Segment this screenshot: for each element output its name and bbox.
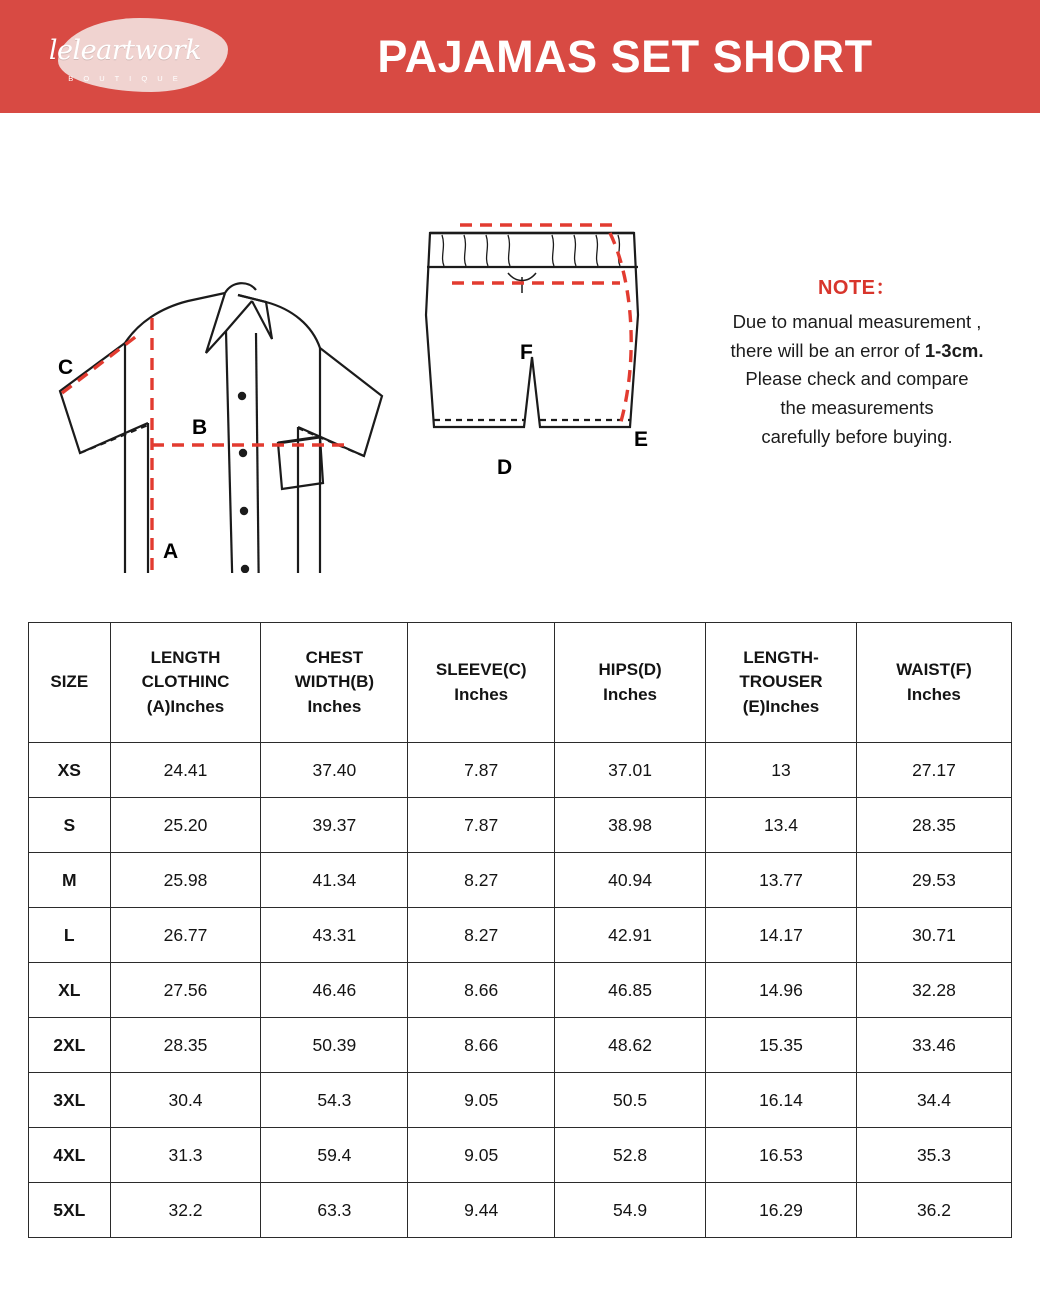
cell-trouser: 13.77 [706, 853, 857, 908]
garment-diagram [20, 153, 720, 573]
cell-waist: 32.28 [856, 963, 1011, 1018]
cell-size: 2XL [29, 1018, 111, 1073]
cell-sleeve: 7.87 [408, 743, 555, 798]
cell-length: 25.98 [110, 853, 261, 908]
column-header-chest-width: CHEST WIDTH(B) Inches [261, 623, 408, 743]
note-line-4: the measurements [780, 397, 934, 419]
cell-size: 3XL [29, 1073, 111, 1128]
cell-hips: 48.62 [555, 1018, 706, 1073]
cell-length: 31.3 [110, 1128, 261, 1183]
cell-hips: 37.01 [555, 743, 706, 798]
shirt-outline [60, 283, 382, 573]
cell-hips: 42.91 [555, 908, 706, 963]
brand-tagline: B O U T I Q U E [68, 73, 182, 83]
cell-length: 27.56 [110, 963, 261, 1018]
table-row [29, 853, 1012, 908]
cell-length: 30.4 [110, 1073, 261, 1128]
cell-hips: 54.9 [555, 1183, 706, 1238]
table-row [29, 743, 1012, 798]
cell-waist: 34.4 [856, 1073, 1011, 1128]
size-chart-table-wrap [28, 622, 1012, 1238]
illustration-area [0, 113, 1040, 603]
note-title: NOTE： [817, 277, 897, 299]
cell-sleeve: 8.27 [408, 853, 555, 908]
shirt-measure-lines [62, 318, 350, 573]
cell-hips: 52.8 [555, 1128, 706, 1183]
shorts-measure-lines [452, 225, 631, 425]
cell-hips: 38.98 [555, 798, 706, 853]
cell-trouser: 14.96 [706, 963, 857, 1018]
cell-length: 26.77 [110, 908, 261, 963]
page-title: PAJAMAS SET SHORT [377, 30, 873, 82]
note-block [692, 273, 1022, 451]
cell-trouser: 15.35 [706, 1018, 857, 1073]
note-line-1: Due to manual measurement , [732, 311, 982, 332]
cell-waist: 33.46 [856, 1018, 1011, 1073]
table-body [29, 743, 1012, 1238]
table-row [29, 1183, 1012, 1238]
measure-line-c [62, 335, 138, 393]
cell-sleeve: 9.44 [408, 1183, 555, 1238]
cell-waist: 35.3 [856, 1128, 1011, 1183]
label-c: C [58, 356, 74, 379]
shorts-outline [426, 233, 638, 427]
column-header-length-trouser: LENGTH- TROUSER (E)Inches [706, 623, 857, 743]
cell-hips: 40.94 [555, 853, 706, 908]
cell-size: 4XL [29, 1128, 111, 1183]
cell-length: 28.35 [110, 1018, 261, 1073]
label-d: D [497, 456, 513, 479]
table-row [29, 1018, 1012, 1073]
cell-sleeve: 8.66 [408, 963, 555, 1018]
cell-size: L [29, 908, 111, 963]
table-row [29, 963, 1012, 1018]
cell-trouser: 13.4 [706, 798, 857, 853]
label-f: F [520, 341, 533, 364]
cell-chest: 43.31 [261, 908, 408, 963]
table-row [29, 798, 1012, 853]
note-line-3: Please check and compare [745, 368, 969, 390]
brand-logo [0, 0, 250, 113]
cell-waist: 30.71 [856, 908, 1011, 963]
cell-length: 24.41 [110, 743, 261, 798]
label-b: B [192, 416, 208, 439]
cell-chest: 54.3 [261, 1073, 408, 1128]
cell-chest: 39.37 [261, 798, 408, 853]
cell-sleeve: 8.27 [408, 908, 555, 963]
note-line-2-text: there will be an error of [730, 339, 925, 361]
note-line-5: carefully before buying. [761, 425, 953, 447]
cell-chest: 41.34 [261, 853, 408, 908]
brand-name: leleartwork [48, 34, 202, 66]
cell-chest: 63.3 [261, 1183, 408, 1238]
cell-sleeve: 7.87 [408, 798, 555, 853]
cell-sleeve: 9.05 [408, 1128, 555, 1183]
cell-trouser: 14.17 [706, 908, 857, 963]
cell-waist: 29.53 [856, 853, 1011, 908]
note-line-2 [692, 337, 1022, 366]
column-header-sleeve: SLEEVE(C) Inches [408, 623, 555, 743]
shirt-buttons [238, 392, 249, 573]
column-header-waist: WAIST(F) Inches [856, 623, 1011, 743]
cell-size: M [29, 853, 111, 908]
size-chart-table [28, 622, 1012, 1238]
cell-size: XS [29, 743, 111, 798]
cell-length: 25.20 [110, 798, 261, 853]
column-header-length-clothing: LENGTH CLOTHINC (A)Inches [110, 623, 261, 743]
cell-chest: 46.46 [261, 963, 408, 1018]
cell-trouser: 16.29 [706, 1183, 857, 1238]
cell-hips: 50.5 [555, 1073, 706, 1128]
table-row [29, 1128, 1012, 1183]
label-a: A [163, 540, 179, 563]
cell-waist: 28.35 [856, 798, 1011, 853]
cell-size: 5XL [29, 1183, 111, 1238]
cell-chest: 37.40 [261, 743, 408, 798]
cell-sleeve: 8.66 [408, 1018, 555, 1073]
cell-trouser: 16.53 [706, 1128, 857, 1183]
column-header-size: SIZE [29, 623, 111, 743]
cell-sleeve: 9.05 [408, 1073, 555, 1128]
cell-trouser: 16.14 [706, 1073, 857, 1128]
measure-line-e [610, 233, 631, 425]
table-header-row [29, 623, 1012, 743]
page-header [0, 0, 1040, 113]
label-e: E [634, 428, 649, 451]
cell-length: 32.2 [110, 1183, 261, 1238]
cell-chest: 59.4 [261, 1128, 408, 1183]
table-row [29, 908, 1012, 963]
cell-size: XL [29, 963, 111, 1018]
note-tolerance: 1-3cm. [924, 339, 984, 361]
column-header-hips: HIPS(D) Inches [555, 623, 706, 743]
cell-trouser: 13 [706, 743, 857, 798]
cell-size: S [29, 798, 111, 853]
cell-waist: 27.17 [856, 743, 1011, 798]
cell-hips: 46.85 [555, 963, 706, 1018]
table-row [29, 1073, 1012, 1128]
cell-waist: 36.2 [856, 1183, 1011, 1238]
cell-chest: 50.39 [261, 1018, 408, 1073]
